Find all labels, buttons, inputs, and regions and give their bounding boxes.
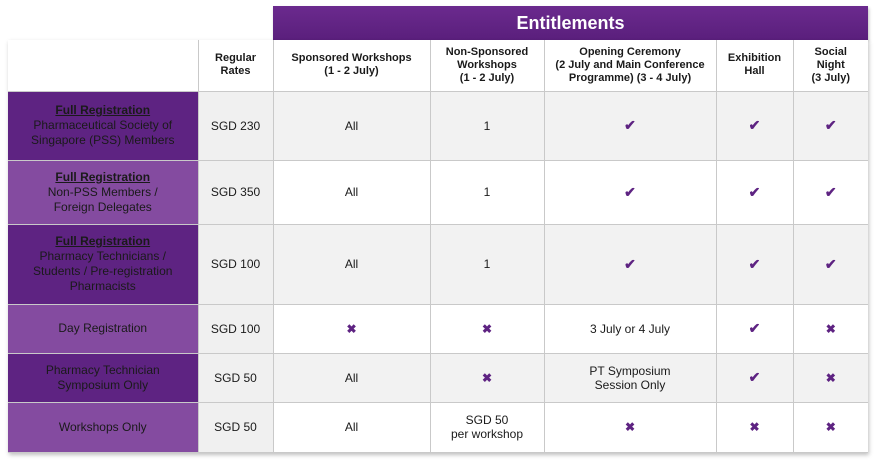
regular-rates-header bbox=[198, 40, 273, 91]
col-header-line: Social bbox=[814, 45, 847, 58]
entitlement-non-sponsored-workshops bbox=[430, 402, 544, 452]
cross-icon: ✖ bbox=[624, 420, 636, 434]
table-row bbox=[8, 402, 868, 452]
registration-rates-table bbox=[8, 40, 868, 453]
entitlement-exhibition-hall bbox=[716, 91, 793, 160]
entitlement-exhibition-hall bbox=[716, 224, 793, 304]
category-description: Pharmacy Technician bbox=[45, 362, 160, 377]
table-row bbox=[8, 91, 868, 160]
registration-category bbox=[8, 353, 198, 402]
checkmark-icon: ✔ bbox=[748, 320, 761, 336]
checkmark-icon: ✔ bbox=[824, 117, 837, 133]
category-description: Foreign Delegates bbox=[53, 199, 152, 214]
registration-category bbox=[8, 160, 198, 224]
category-description: Students / Pre-registration bbox=[33, 264, 173, 278]
col-header-opening-ceremony bbox=[544, 40, 716, 91]
checkmark-icon: ✔ bbox=[748, 255, 761, 272]
regular-rate: SGD 100 bbox=[198, 304, 273, 353]
checkmark-icon: ✔ bbox=[748, 183, 761, 200]
entitlement-non-sponsored-workshops: 1 bbox=[430, 91, 544, 160]
entitlement-social-night bbox=[793, 353, 868, 402]
table-row bbox=[8, 304, 868, 353]
entitlement-non-sponsored-workshops: 1 bbox=[430, 160, 544, 224]
category-description: Symposium Only bbox=[57, 377, 149, 392]
entitlement-sponsored-workshops bbox=[273, 304, 430, 353]
entitlement-exhibition-hall bbox=[716, 353, 793, 402]
entitlement-text-line: per workshop bbox=[450, 427, 524, 441]
entitlement-social-night bbox=[793, 160, 868, 224]
table-row bbox=[8, 224, 868, 304]
category-description: Pharmacists bbox=[69, 279, 136, 293]
regular-rate: SGD 350 bbox=[198, 160, 273, 224]
entitlement-non-sponsored-workshops bbox=[430, 304, 544, 353]
entitlement-sponsored-workshops: All bbox=[273, 402, 430, 452]
entitlements-banner: Entitlements bbox=[273, 6, 868, 40]
col-header-social-night bbox=[793, 40, 868, 91]
cross-icon: ✖ bbox=[825, 370, 836, 385]
registration-category bbox=[8, 91, 198, 160]
regular-rates-label: Regular Rates bbox=[215, 52, 256, 78]
col-header-sponsored-workshops bbox=[273, 40, 430, 91]
entitlement-sponsored-workshops: All bbox=[273, 160, 430, 224]
entitlement-sponsored-workshops: All bbox=[273, 224, 430, 304]
header-row bbox=[8, 40, 868, 91]
checkmark-icon: ✔ bbox=[748, 369, 761, 385]
col-header-exhibition-hall bbox=[716, 40, 793, 91]
cross-icon: ✖ bbox=[825, 321, 836, 336]
checkmark-icon: ✔ bbox=[824, 255, 837, 272]
category-description: Pharmaceutical Society of bbox=[33, 118, 173, 132]
category-title: Full Registration bbox=[55, 169, 151, 184]
entitlement-exhibition-hall bbox=[716, 402, 793, 452]
category-description: Workshops Only bbox=[58, 419, 147, 434]
col-header-line: Night bbox=[816, 58, 845, 71]
category-description: Singapore (PSS) Members bbox=[31, 133, 175, 147]
table-row bbox=[8, 160, 868, 224]
checkmark-icon: ✔ bbox=[748, 117, 761, 133]
cross-icon: ✖ bbox=[825, 420, 836, 434]
category-description: Non-PSS Members / bbox=[47, 184, 158, 199]
cross-icon: ✖ bbox=[481, 370, 493, 385]
entitlement-social-night bbox=[793, 304, 868, 353]
entitlement-exhibition-hall bbox=[716, 160, 793, 224]
entitlement-social-night bbox=[793, 224, 868, 304]
entitlement-opening-ceremony bbox=[544, 160, 716, 224]
checkmark-icon: ✔ bbox=[624, 255, 636, 272]
col-header-line: Non-Sponsored bbox=[445, 45, 529, 58]
entitlement-sponsored-workshops: All bbox=[273, 353, 430, 402]
blank-corner bbox=[8, 40, 198, 91]
col-header-line: (1 - 2 July) bbox=[459, 71, 515, 84]
entitlement-opening-ceremony bbox=[544, 353, 716, 402]
regular-rate: SGD 230 bbox=[198, 91, 273, 160]
col-header-line: Exhibition bbox=[727, 52, 782, 65]
entitlement-opening-ceremony bbox=[544, 224, 716, 304]
entitlement-sponsored-workshops: All bbox=[273, 91, 430, 160]
entitlement-exhibition-hall bbox=[716, 304, 793, 353]
col-header-line: (2 July and Main Conference bbox=[555, 58, 705, 71]
col-header-line: Sponsored Workshops bbox=[291, 52, 412, 65]
entitlement-non-sponsored-workshops bbox=[430, 353, 544, 402]
col-header-line: Opening Ceremony bbox=[579, 45, 681, 58]
col-header-line: Programme) (3 - 4 July) bbox=[568, 71, 692, 84]
regular-rate: SGD 100 bbox=[198, 224, 273, 304]
cross-icon: ✖ bbox=[346, 321, 357, 336]
entitlement-non-sponsored-workshops: 1 bbox=[430, 224, 544, 304]
regular-rate: SGD 50 bbox=[198, 402, 273, 452]
col-header-line: Workshops bbox=[457, 58, 517, 71]
checkmark-icon: ✔ bbox=[824, 183, 837, 200]
entitlement-text-line: SGD 50 bbox=[465, 413, 509, 427]
entitlement-text-line: PT Symposium bbox=[589, 363, 671, 378]
regular-rate: SGD 50 bbox=[198, 353, 273, 402]
category-title: Full Registration bbox=[55, 103, 151, 117]
col-header-non-sponsored-workshops bbox=[430, 40, 544, 91]
col-header-line: (1 - 2 July) bbox=[324, 65, 379, 78]
checkmark-icon: ✔ bbox=[624, 183, 636, 200]
col-header-line: Hall bbox=[744, 65, 765, 78]
entitlement-social-night bbox=[793, 91, 868, 160]
registration-category bbox=[8, 304, 198, 353]
category-description: Pharmacy Technicians / bbox=[39, 249, 166, 263]
cross-icon: ✖ bbox=[749, 420, 760, 434]
entitlement-opening-ceremony: 3 July or 4 July bbox=[544, 304, 716, 353]
cross-icon: ✖ bbox=[481, 321, 493, 336]
checkmark-icon: ✔ bbox=[624, 117, 636, 133]
col-header-line: (3 July) bbox=[811, 71, 850, 84]
category-title: Full Registration bbox=[55, 234, 151, 248]
table-row bbox=[8, 353, 868, 402]
registration-category bbox=[8, 402, 198, 452]
entitlement-opening-ceremony bbox=[544, 91, 716, 160]
entitlement-social-night bbox=[793, 402, 868, 452]
category-description: Day Registration bbox=[58, 321, 148, 335]
registration-category bbox=[8, 224, 198, 304]
entitlement-text-line: Session Only bbox=[594, 377, 666, 392]
entitlement-opening-ceremony bbox=[544, 402, 716, 452]
